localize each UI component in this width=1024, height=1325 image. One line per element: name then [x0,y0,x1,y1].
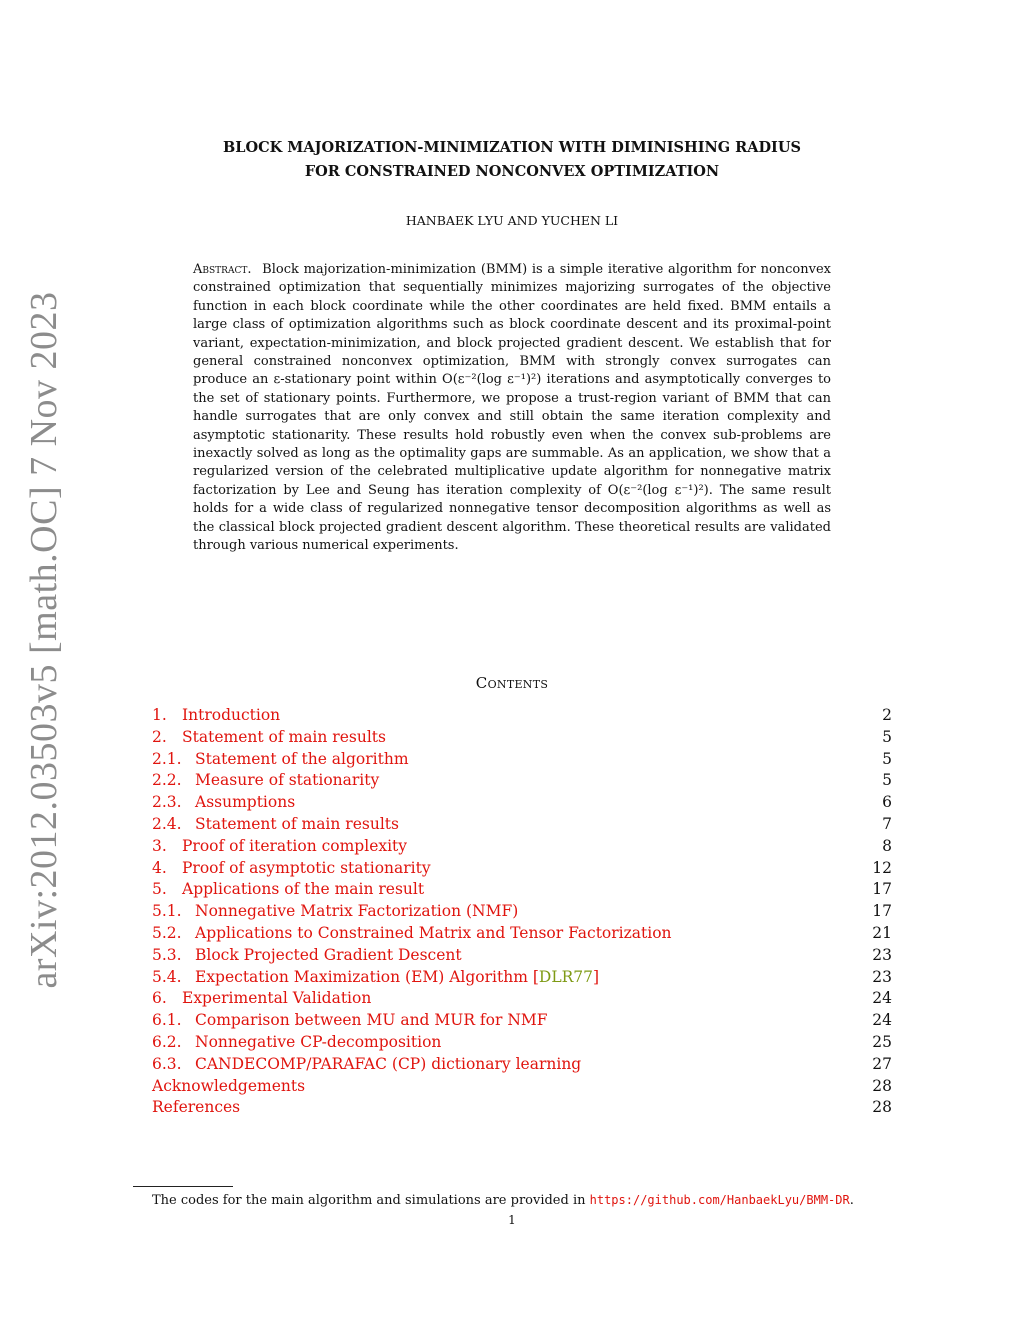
toc-entry[interactable] [152,705,892,727]
toc-number: 6. [152,989,167,1008]
toc-link[interactable] [152,1097,240,1119]
toc-entry[interactable] [152,988,892,1010]
toc-page-number: 24 [872,989,892,1008]
toc-title: Measure of stationarity [195,771,380,790]
toc-title: Acknowledgements [152,1076,306,1095]
toc-page-number: 12 [872,858,892,877]
toc-entry[interactable] [152,1054,892,1076]
toc-page-number: 8 [882,836,892,855]
toc-entry[interactable] [152,1097,892,1119]
toc-page-number: 28 [872,1076,892,1095]
toc-page-number: 28 [872,1098,892,1117]
toc-entry[interactable] [152,727,892,749]
toc-entry[interactable] [152,836,892,858]
toc-page-number: 6 [882,793,892,812]
toc-page-number: 17 [872,902,892,921]
toc-page-number: 21 [872,923,892,942]
toc-page-number: 23 [872,945,892,964]
citation-key[interactable]: DLR77 [538,967,594,986]
toc-link[interactable] [152,858,431,880]
toc-link[interactable] [152,1032,441,1054]
toc-number: 2.4. [152,814,182,833]
footnote-text: The codes for the main algorithm and simulations are provided in [152,1193,590,1208]
footnote-rule [133,1186,233,1187]
toc-link[interactable] [152,1076,305,1098]
toc-title: Experimental Validation [182,989,372,1008]
toc-title: Statement of the algorithm [195,749,409,768]
page-number: 1 [508,1213,516,1227]
toc-entry[interactable] [152,792,892,814]
toc-page-number: 27 [872,1054,892,1073]
toc-number: 6.3. [152,1054,182,1073]
toc-link[interactable] [152,1054,581,1076]
title-line-2: FOR CONSTRAINED NONCONVEX OPTIMIZATION [304,163,720,180]
toc-link[interactable] [152,770,379,792]
toc-citation[interactable]: [DLR77] [527,967,600,986]
toc-link[interactable] [152,945,462,967]
toc-title: Nonnegative CP-decomposition [195,1032,442,1051]
toc-title: Expectation Maximization (EM) Algorithm [195,967,528,986]
toc-title: Applications of the main result [182,880,425,899]
abstract-label: Abstract. [193,262,252,277]
toc-number: 5.2. [152,923,182,942]
toc-entry[interactable] [152,1010,892,1032]
toc-number: 5. [152,880,167,899]
toc-page-number: 25 [872,1032,892,1051]
toc-link[interactable] [152,705,280,727]
toc-number: 2.3. [152,793,182,812]
toc-number: 3. [152,836,167,855]
toc-title: Proof of iteration complexity [182,836,408,855]
toc-title: Applications to Constrained Matrix and Tensor Factorization [195,923,672,942]
toc-number: 6.1. [152,1011,182,1030]
toc-title: Block Projected Gradient Descent [195,945,462,964]
toc-number: 2. [152,727,167,746]
toc-title: Statement of main results [195,814,399,833]
toc-entry[interactable] [152,901,892,923]
toc-title: Comparison between MU and MUR for NMF [195,1011,548,1030]
toc-title: References [152,1098,241,1117]
toc-link[interactable] [152,727,386,749]
toc-entry[interactable] [152,1076,892,1098]
footnote [152,1191,854,1210]
toc-number: 2.1. [152,749,182,768]
toc-link[interactable] [152,967,599,989]
toc-title: Nonnegative Matrix Factorization (NMF) [195,902,519,921]
authors: HANBAEK LYU AND YUCHEN LI [405,213,619,228]
toc-entry[interactable] [152,967,892,989]
toc-page-number: 5 [882,771,892,790]
toc-link[interactable] [152,814,399,836]
toc-title: Assumptions [195,793,296,812]
toc-link[interactable] [152,749,409,771]
toc-entry[interactable] [152,749,892,771]
toc-link[interactable] [152,988,371,1010]
paper-title [0,136,1024,184]
toc-title: Introduction [182,706,281,724]
toc-entry[interactable] [152,945,892,967]
toc-entry[interactable] [152,858,892,880]
toc-entry[interactable] [152,1032,892,1054]
toc-number: 1. [152,706,167,724]
contents-heading: Contents [475,674,549,692]
toc-number: 5.3. [152,945,182,964]
toc-page-number: 23 [872,967,892,986]
toc-entry[interactable] [152,814,892,836]
toc-number: 6.2. [152,1032,182,1051]
toc-page-number: 24 [872,1011,892,1030]
toc-page-number: 5 [882,727,892,746]
abstract-text: Block majorization-minimization (BMM) is a simple iterative algorithm for nonconvex constrained optimization that sequentially minimizes majorizing surrogates of the objective function in each block coordinate while the other coordinates are held fixed. BMM entails a large class of optimization algorithms such as block coordinate descent and its proximal-point variant, expectation-minimization, and block projected gradient descent. We establish that for general constrained nonconvex optimization, BMM with strongly convex surrogates can produce an ε-stationary point within O(ε⁻²(log ε⁻¹)²) iterations and asymptotically converges to the set of stationary points. Furthermore, we propose a trust-region variant of BMM that can handle surrogates that are only convex and still obtain the same iteration complexity and asymptotic stationarity. These results hold robustly even when the convex sub-problems are inexactly solved as long as the optimality gaps are summable. As an application, we show that a regularized version of the celebrated multiplicative update algorithm for nonnegative matrix factorization by Lee and Seung has iteration complexity of O(ε⁻²(log ε⁻¹)²). The same result holds for a wide class of regularized nonnegative tensor decomposition algorithms as well as the classical block projected gradient descent algorithm. These theoretical results are validated through various numerical experiments. [193,262,831,554]
toc-page-number: 17 [872,880,892,899]
toc-number: 2.2. [152,771,182,790]
toc-number: 5.1. [152,902,182,921]
toc-number: 4. [152,858,167,877]
toc-title: Proof of asymptotic stationarity [182,858,431,877]
toc-page-number: 5 [882,749,892,768]
footnote-url-link[interactable]: https://github.com/HanbaekLyu/BMM-DR [589,1193,850,1207]
toc-page-number: 7 [882,814,892,833]
toc-link[interactable] [152,879,424,901]
toc-link[interactable] [152,923,672,945]
footnote-end: . [849,1193,854,1208]
abstract [193,261,831,556]
toc-link[interactable] [152,836,407,858]
toc-link[interactable] [152,901,518,923]
toc-link[interactable] [152,1010,548,1032]
toc-title: Statement of main results [182,727,386,746]
toc-number: 5.4. [152,967,182,986]
title-line-1: BLOCK MAJORIZATION-MINIMIZATION WITH DIMINISHING RADIUS [223,139,801,156]
toc-entry[interactable] [152,879,892,901]
arxiv-identifier-stamp: arXiv:2012.03503v5 [math.OC] 7 Nov 2023 [23,291,65,989]
toc-link[interactable] [152,792,295,814]
toc-entry[interactable] [152,923,892,945]
toc-page-number: 2 [882,706,892,724]
table-of-contents [152,705,892,1119]
toc-entry[interactable] [152,770,892,792]
toc-title: CANDECOMP/PARAFAC (CP) dictionary learning [195,1054,582,1073]
